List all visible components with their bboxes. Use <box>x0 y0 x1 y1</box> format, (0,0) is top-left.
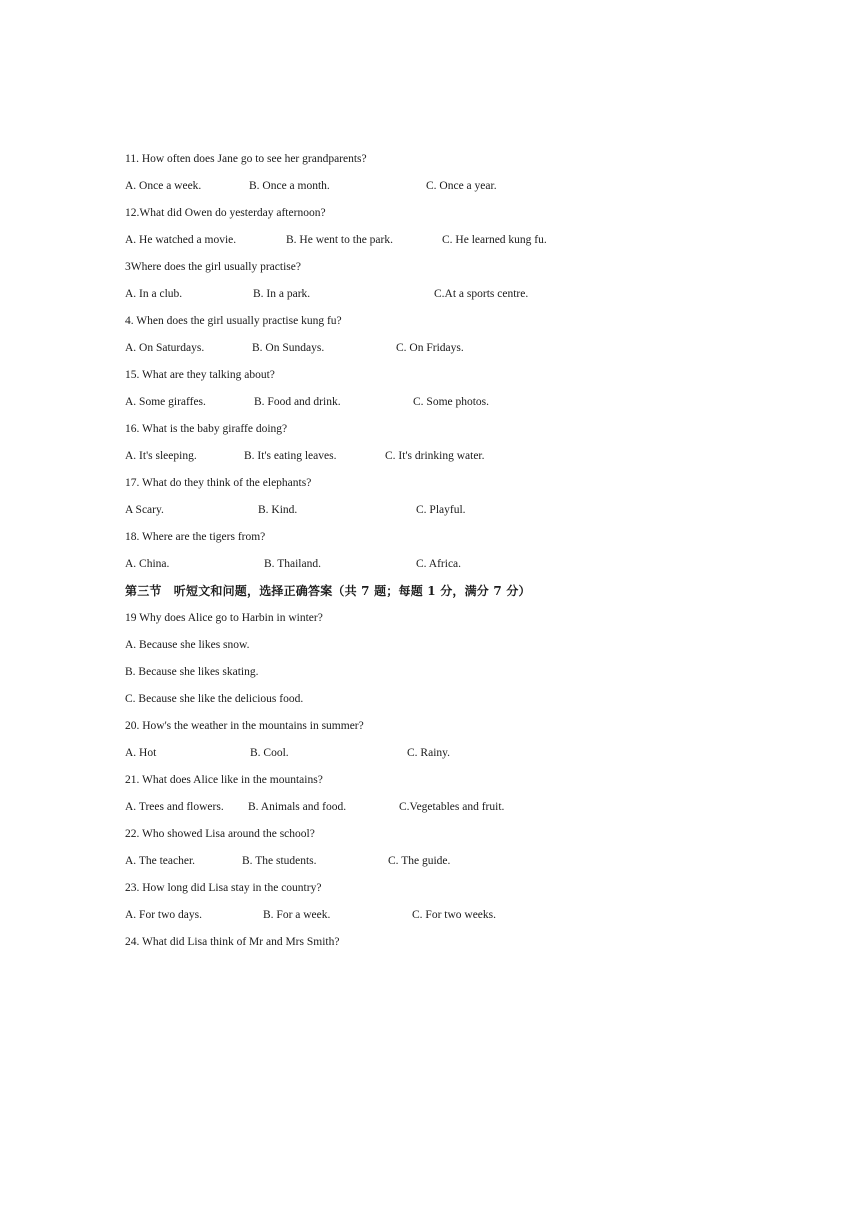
option-19-c: C. Because she like the delicious food. <box>125 693 304 705</box>
option-c: C.Vegetables and fruit. <box>399 801 505 813</box>
question-18: 18. Where are the tigers from? <box>125 531 266 543</box>
option-b: B. The students. <box>242 855 317 867</box>
option-a: A. In a club. <box>125 288 183 300</box>
question-16: 16. What is the baby giraffe doing? <box>125 423 288 435</box>
option-c: C. Rainy. <box>407 747 451 759</box>
option-b: B. Kind. <box>258 504 298 516</box>
option-19-a: A. Because she likes snow. <box>125 639 250 651</box>
option-a: A. It's sleeping. <box>125 450 197 462</box>
question-14: 4. When does the girl usually practise kung fu? <box>125 315 342 327</box>
section-3-heading: 第三节 听短文和问题，选择正确答案（共 7 题；每题 1 分，满分 7 分） <box>125 584 531 598</box>
option-a: A. The teacher. <box>125 855 196 867</box>
option-b: B. In a park. <box>253 288 311 300</box>
question-20: 20. How's the weather in the mountains in summer? <box>125 720 364 732</box>
option-b: B. On Sundays. <box>252 342 325 354</box>
option-c: C. The guide. <box>388 855 451 867</box>
option-a: A Scary. <box>125 504 164 516</box>
question-23: 23. How long did Lisa stay in the country? <box>125 882 322 894</box>
option-c: C. On Fridays. <box>396 342 464 354</box>
option-c: C.At a sports centre. <box>434 288 529 300</box>
question-11: 11. How often does Jane go to see her grandparents? <box>125 153 367 165</box>
option-b: B. Once a month. <box>249 180 330 192</box>
option-c: C. He learned kung fu. <box>442 234 547 246</box>
question-24: 24. What did Lisa think of Mr and Mrs Smith? <box>125 936 340 948</box>
option-c: C. It's drinking water. <box>385 450 485 462</box>
question-17: 17. What do they think of the elephants? <box>125 477 312 489</box>
option-c: C. Some photos. <box>413 396 490 408</box>
option-b: B. Thailand. <box>264 558 321 570</box>
option-c: C. Africa. <box>416 558 462 570</box>
option-a: A. He watched a movie. <box>125 234 237 246</box>
option-c: C. For two weeks. <box>412 909 497 921</box>
option-a: A. Hot <box>125 747 157 759</box>
option-19-b: B. Because she likes skating. <box>125 666 259 678</box>
question-19: 19 Why does Alice go to Harbin in winter? <box>125 612 323 624</box>
option-b: B. Food and drink. <box>254 396 341 408</box>
option-a: A. Trees and flowers. <box>125 801 224 813</box>
option-b: B. He went to the park. <box>286 234 393 246</box>
option-b: B. Animals and food. <box>248 801 347 813</box>
option-a: A. Once a week. <box>125 180 202 192</box>
option-b: B. For a week. <box>263 909 331 921</box>
option-c: C. Once a year. <box>426 180 497 192</box>
option-c: C. Playful. <box>416 504 466 516</box>
question-21: 21. What does Alice like in the mountains? <box>125 774 323 786</box>
question-12: 12.What did Owen do yesterday afternoon? <box>125 207 326 219</box>
option-a: A. Some giraffes. <box>125 396 206 408</box>
option-a: A. For two days. <box>125 909 202 921</box>
question-15: 15. What are they talking about? <box>125 369 275 381</box>
option-b: B. Cool. <box>250 747 289 759</box>
option-b: B. It's eating leaves. <box>244 450 337 462</box>
question-22: 22. Who showed Lisa around the school? <box>125 828 315 840</box>
option-a: A. On Saturdays. <box>125 342 205 354</box>
question-13: 3Where does the girl usually practise? <box>125 261 301 273</box>
option-a: A. China. <box>125 558 170 570</box>
